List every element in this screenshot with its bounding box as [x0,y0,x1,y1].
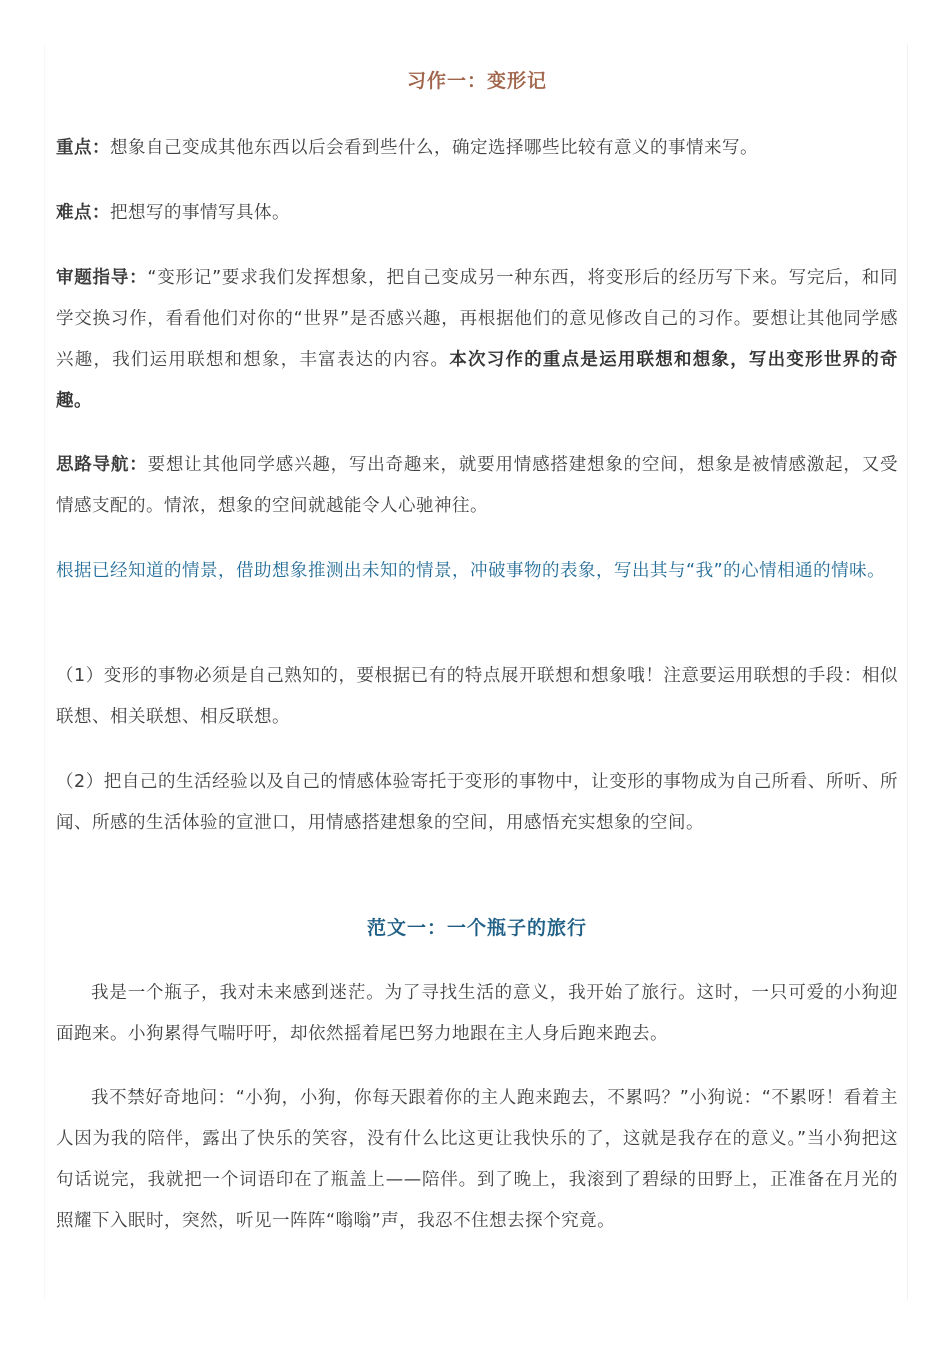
difficulty-label: 难点： [56,203,110,223]
approach-text: 要想让其他同学感兴趣，写出奇趣来，就要用情感搭建想象的空间，想象是被情感激起，又受情感支配的。情浓，想象的空间就越能令人心驰神往。 [56,455,899,516]
guidance-paragraph [56,258,898,422]
section-title-sample-essay: 范文一：一个瓶子的旅行 [366,917,587,939]
key-point-label: 重点： [56,138,110,158]
highlight-paragraph: 根据已经知道的情景，借助想象推测出未知的情景，冲破事物的表象，写出其与“我”的心情相通的情味。 [56,561,886,581]
difficulty-paragraph [56,193,898,234]
approach-paragraph [56,445,898,527]
essay-paragraph-1: 我是一个瓶子，我对未来感到迷茫。为了寻找生活的意义，我开始了旅行。这时，一只可爱的小狗迎面跑来。小狗累得气喘吁吁，却依然摇着尾巴努力地跟在主人身后跑来跑去。 [56,983,898,1044]
guidance-emphasis: 本次习作的重点是运用联想和想象，写出变形世界的奇趣。 [56,350,899,411]
section-title-composition: 习作一：变形记 [406,70,547,92]
guidance-label: 审题指导： [56,268,148,288]
difficulty-text: 把想写的事情写具体。 [110,203,290,223]
guidance-text: “变形记”要求我们发挥想象，把自己变成另一种东西，将变形后的经历写下来。写完后，和同学交换习作，看看他们对你的“世界”是否感兴趣，再根据他们的意见修改自己的习作。要想让其他同学感兴趣，我们运用联想和想象，丰富表达的内容。 [56,268,898,370]
approach-label: 思路导航： [56,455,148,475]
essay-paragraph-2: 我不禁好奇地问：“小狗，小狗，你每天跟着你的主人跑来跑去，不累吗？”小狗说：“不累呀！看着主人因为我的陪伴，露出了快乐的笑容，没有什么比这更让我快乐的了，这就是我存在的意义。”当小狗把这句话说完，我就把一个词语印在了瓶盖上——陪伴。到了晚上，我滚到了碧绿的田野上，正准备在月光的照耀下入眠时，突然，听见一阵阵“嗡嗡”声，我忍不住想去探个究竟。 [56,1088,898,1231]
tip-one-paragraph: （1）变形的事物必须是自己熟知的，要根据已有的特点展开联想和想象哦！注意要运用联想的手段：相似联想、相关联想、相反联想。 [56,666,898,727]
key-point-text: 想象自己变成其他东西以后会看到些什么，确定选择哪些比较有意义的事情来写。 [110,138,758,158]
key-point-paragraph [56,128,898,169]
tip-two-paragraph: （2）把自己的生活经验以及自己的情感体验寄托于变形的事物中，让变形的事物成为自己所看、所听、所闻、所感的生活体验的宣泄口，用情感搭建想象的空间，用感悟充实想象的空间。 [56,772,898,833]
